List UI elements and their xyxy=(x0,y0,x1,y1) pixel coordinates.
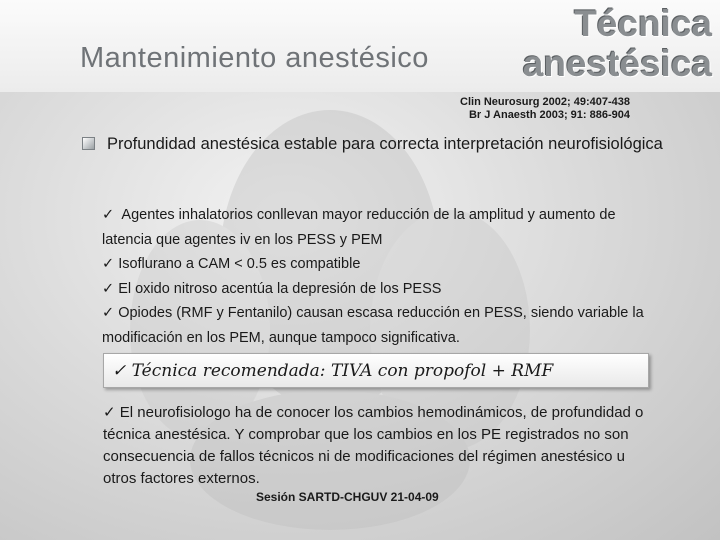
lead-text: Profundidad anestésica estable para correcta interpretación neurofisiológica xyxy=(107,135,663,153)
list-item-text: Isoflurano a CAM < 0.5 es compatible xyxy=(118,256,361,272)
section-title-line-2: anestésica xyxy=(522,43,712,84)
list-item xyxy=(102,301,662,350)
section-title-line-1: Técnica xyxy=(574,3,712,44)
square-bullet-icon xyxy=(82,137,95,150)
slide-title: Mantenimiento anestésico xyxy=(80,42,429,74)
checkmark-icon: ✓ xyxy=(102,305,115,321)
recommendation-box xyxy=(103,353,649,388)
checkmark-icon: ✓ xyxy=(103,404,116,421)
list-item-text: Agentes inhalatorios conllevan mayor reducción de la amplitud y aumento de latencia que agentes iv en los PESS y PEM xyxy=(102,207,616,248)
reference-2: Br J Anaesth 2003; 91: 886-904 xyxy=(468,109,630,121)
lead-point xyxy=(74,133,674,156)
reference-1: Clin Neurosurg 2002; 49:407-438 xyxy=(460,96,630,108)
section-title xyxy=(523,4,712,84)
checkmark-icon: ✓ xyxy=(102,280,115,297)
list-item-text: Opiodes (RMF y Fentanilo) causan escasa reducción en PESS, siendo variable la modificación en los PEM, aunque tampoco significativa. xyxy=(102,305,644,346)
list-item xyxy=(102,203,662,252)
final-point xyxy=(103,402,648,490)
list-item xyxy=(102,277,662,302)
list-item xyxy=(102,252,662,277)
list-item-text: El oxido nitroso acentúa la depresión de los PESS xyxy=(118,280,442,297)
final-point-text: El neurofisiologo ha de conocer los cambios hemodinámicos, de profundidad o técnica anestésica. Y comprobar que los cambios en los PE registrados no son consecuencia de fallos técnicos ni de modificaciones del régimen anestésico u otros factores externos. xyxy=(103,404,644,487)
checkmark-icon: ✓ xyxy=(102,256,115,272)
footer: Sesión SARTD-CHGUV 21-04-09 xyxy=(256,490,439,504)
recommendation-text: Técnica recomendada: TIVA con propofol + RMF xyxy=(131,361,554,381)
checkmark-icon: ✓ xyxy=(102,207,115,223)
references xyxy=(460,96,630,122)
check-list xyxy=(102,203,662,350)
checkmark-icon: ✓ xyxy=(112,361,127,381)
